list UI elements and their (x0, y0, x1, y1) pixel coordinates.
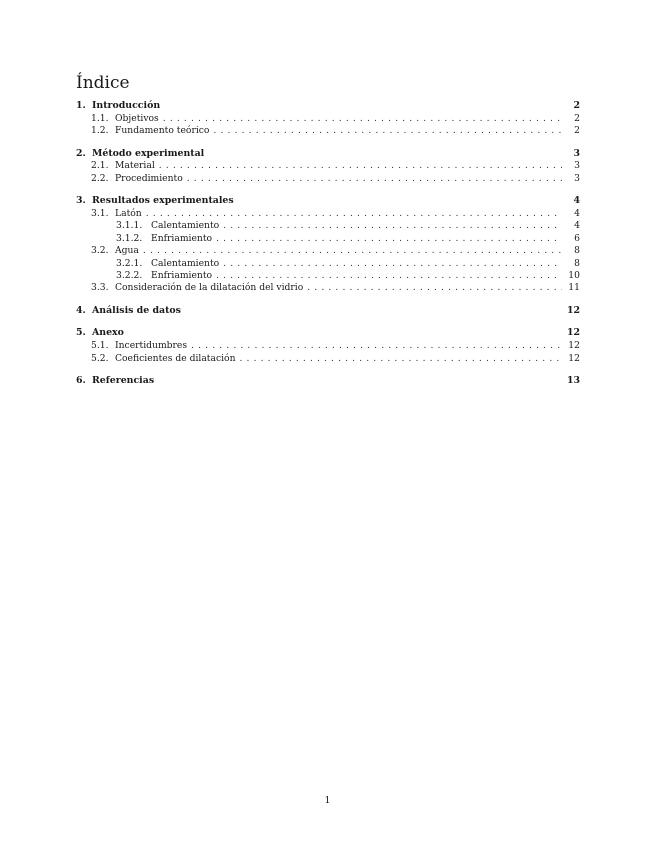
toc-dot-leader (307, 282, 562, 294)
toc-entry-title: Resultados experimentales (92, 195, 234, 207)
toc-subsection-entry[interactable] (76, 113, 580, 125)
toc-number: 2.1. (91, 160, 109, 172)
toc-page-ref: 2 (574, 125, 580, 137)
toc-number: 3.1. (91, 207, 109, 219)
toc-entry-title: Método experimental (92, 147, 205, 159)
toc-subsection-entry[interactable] (76, 160, 580, 172)
toc-section-heading[interactable] (76, 148, 580, 161)
toc-dot-leader (159, 160, 562, 172)
toc-number: 6. (76, 375, 86, 387)
toc-entry-title: Procedimiento (115, 172, 183, 184)
toc-number: 2.2. (91, 172, 109, 184)
toc-entry-title: Análisis de datos (92, 304, 181, 316)
toc-number: 5.1. (91, 340, 109, 352)
toc-entry-title: Introducción (92, 100, 161, 111)
toc-subsection-entry[interactable] (76, 353, 580, 365)
toc-page-ref: 2 (573, 100, 580, 111)
toc-entry-title: Material (115, 160, 155, 172)
toc-entry-title: Consideración de la dilatación del vidrio (115, 282, 304, 294)
toc-section (76, 100, 580, 138)
toc-dot-leader (146, 208, 562, 220)
toc-dot-leader (223, 258, 562, 270)
toc-number: 5.2. (91, 352, 109, 364)
toc-number: 1.2. (91, 125, 109, 137)
toc-subsection-entry[interactable] (76, 340, 580, 352)
toc-subsubsection-entry[interactable] (76, 233, 580, 245)
toc-subsection-entry[interactable] (76, 125, 580, 137)
toc-entry-title: Anexo (92, 327, 124, 339)
toc-title: Índice (76, 73, 130, 93)
toc-page-ref: 8 (574, 257, 580, 269)
toc-page-ref: 12 (566, 327, 580, 339)
toc-entry-title: Incertidumbres (115, 340, 188, 352)
toc-page-ref: 13 (566, 375, 580, 387)
toc-page-ref: 4 (573, 195, 580, 207)
toc-page-ref: 8 (574, 245, 580, 257)
toc-entry-title: Enfriamiento (151, 232, 213, 244)
toc-dot-leader (216, 270, 562, 282)
toc-section (76, 195, 580, 295)
toc-section-heading[interactable] (76, 195, 580, 208)
toc-page-ref: 10 (568, 269, 580, 281)
table-of-contents (76, 100, 580, 398)
toc-dot-leader (163, 113, 562, 125)
toc-page-ref: 12 (568, 340, 580, 352)
toc-page-ref: 12 (566, 304, 580, 316)
toc-section (76, 305, 580, 318)
toc-dot-leader (143, 245, 562, 257)
toc-dot-leader (240, 353, 562, 365)
toc-number: 5. (76, 327, 86, 339)
toc-entry-title: Objetivos (115, 112, 159, 124)
toc-section (76, 148, 580, 186)
toc-page-ref: 12 (568, 352, 580, 364)
toc-subsection-entry[interactable] (76, 208, 580, 220)
toc-entry-title: Calentamiento (151, 257, 220, 269)
toc-number: 2. (76, 147, 86, 159)
toc-entry-title: Referencias (92, 375, 155, 387)
toc-entry-title: Latón (115, 207, 142, 219)
toc-number: 3.3. (91, 282, 109, 294)
toc-number: 3.1.1. (116, 220, 143, 232)
toc-entry-title: Coeficientes de dilatación (115, 352, 236, 364)
toc-dot-leader (216, 233, 562, 245)
toc-page-ref: 3 (573, 147, 580, 159)
page-number: 1 (324, 795, 331, 806)
toc-page-ref: 4 (574, 207, 580, 219)
toc-section-heading[interactable] (76, 100, 580, 113)
toc-subsubsection-entry[interactable] (76, 220, 580, 232)
toc-page-ref: 3 (574, 160, 580, 172)
toc-page-ref: 2 (574, 112, 580, 124)
toc-section-heading[interactable] (76, 305, 580, 318)
toc-number: 3.2.2. (116, 269, 143, 281)
toc-page-ref: 11 (568, 282, 580, 294)
toc-dot-leader (213, 125, 562, 137)
toc-page-ref: 6 (574, 232, 580, 244)
toc-subsubsection-entry[interactable] (76, 270, 580, 282)
toc-number: 1. (76, 100, 86, 111)
toc-dot-leader (191, 340, 562, 352)
toc-entry-title: Enfriamiento (151, 269, 213, 281)
toc-entry-title: Fundamento teórico (115, 125, 210, 137)
toc-subsection-entry[interactable] (76, 173, 580, 185)
toc-section (76, 327, 580, 365)
toc-section-heading[interactable] (76, 327, 580, 340)
toc-number: 3. (76, 195, 86, 207)
toc-number: 1.1. (91, 112, 109, 124)
toc-number: 4. (76, 304, 86, 316)
toc-subsubsection-entry[interactable] (76, 258, 580, 270)
toc-number: 3.2.1. (116, 257, 143, 269)
toc-page-ref: 4 (574, 220, 580, 232)
toc-entry-title: Agua (115, 245, 139, 257)
toc-number: 3.1.2. (116, 232, 143, 244)
toc-entry-title: Calentamiento (151, 220, 220, 232)
toc-dot-leader (223, 220, 562, 232)
toc-number: 3.2. (91, 245, 109, 257)
toc-page-ref: 3 (574, 172, 580, 184)
toc-section (76, 375, 580, 388)
toc-subsection-entry[interactable] (76, 282, 580, 294)
toc-dot-leader (187, 173, 562, 185)
toc-subsection-entry[interactable] (76, 245, 580, 257)
toc-section-heading[interactable] (76, 375, 580, 388)
